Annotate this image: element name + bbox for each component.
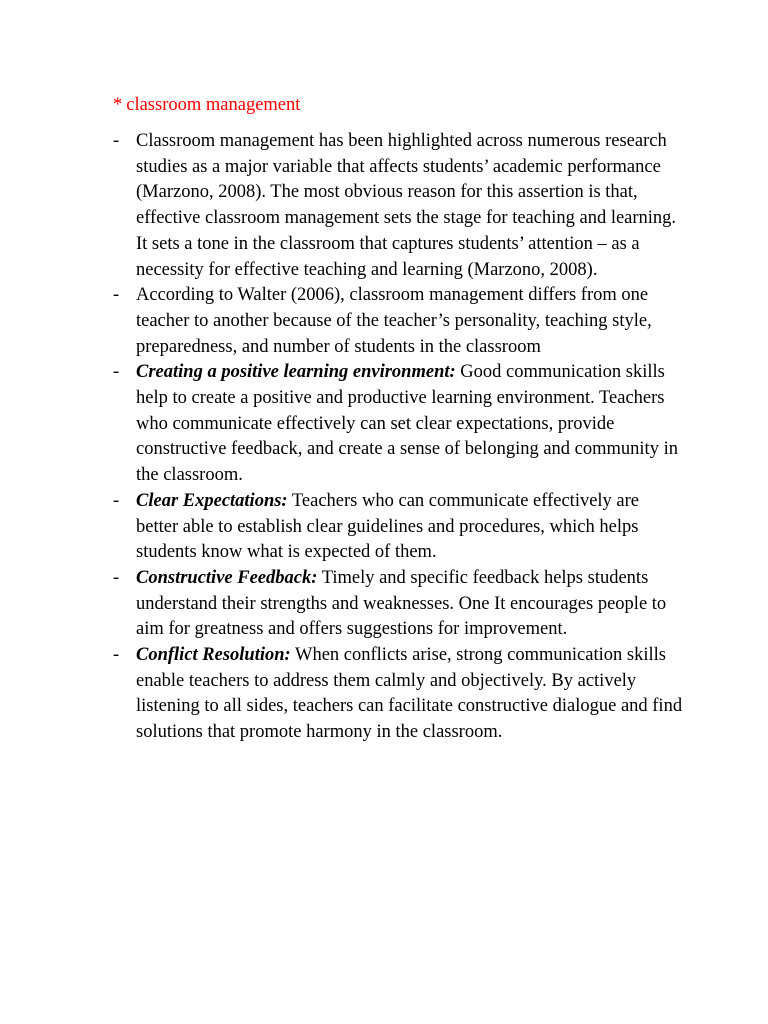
list-item xyxy=(113,566,683,643)
bullet-dash: - xyxy=(113,567,120,588)
bullet-dash: - xyxy=(113,362,120,383)
list-item xyxy=(113,360,683,489)
bullet-list xyxy=(113,129,683,746)
list-item xyxy=(113,489,683,566)
item-text: Timely and specific feedback helps students understand their strengths and weaknesses. One It encourages people to aim for greatness and offers suggestions for improvement. xyxy=(136,567,667,640)
item-lead: Conflict Resolution: xyxy=(136,645,291,666)
bullet-dash: - xyxy=(113,131,120,151)
bullet-dash: - xyxy=(113,645,120,666)
item-text: Teachers who can communicate effectively are better able to establish clear guidelines and procedures, which helps students know what is expected of them. xyxy=(136,490,640,563)
list-item xyxy=(113,643,683,746)
list-item xyxy=(113,283,683,360)
item-lead: Creating a positive learning environment: xyxy=(136,362,456,383)
item-text: Good communication skills help to create a positive and productive learning environment. Teachers who communicate effectively can set clear expectations, provide constructive feedback, and create a sense of belonging and community in the classroom. xyxy=(136,362,678,486)
heading-text: classroom management xyxy=(126,95,301,115)
item-text: According to Walter (2006), classroom management differs from one teacher to another because of the teacher’s personality, teaching style, preparedness, and number of students in the classroom xyxy=(136,285,652,357)
item-text: Classroom management has been highlighted across numerous research studies as a major variable that affects students’ academic performance (Marzono, 2008). The most obvious reason for this assertion is that, effective classroom management sets the stage for teaching and learning. It sets a tone in the classroom that captures students’ attention – as a necessity for effective teaching and learning (Marzono, 2008). xyxy=(136,131,677,280)
list-item xyxy=(113,129,683,283)
section-heading xyxy=(113,93,300,117)
bullet-dash: - xyxy=(113,490,120,511)
item-text: When conflicts arise, strong communication skills enable teachers to address them calmly and objectively. By actively listening to all sides, teachers can facilitate constructive dialogue and find solutions that promote harmony in the classroom. xyxy=(136,645,683,743)
item-lead: Clear Expectations: xyxy=(136,490,288,511)
item-lead: Constructive Feedback: xyxy=(136,567,318,588)
heading-asterisk: * xyxy=(113,95,123,115)
bullet-dash: - xyxy=(113,285,120,306)
